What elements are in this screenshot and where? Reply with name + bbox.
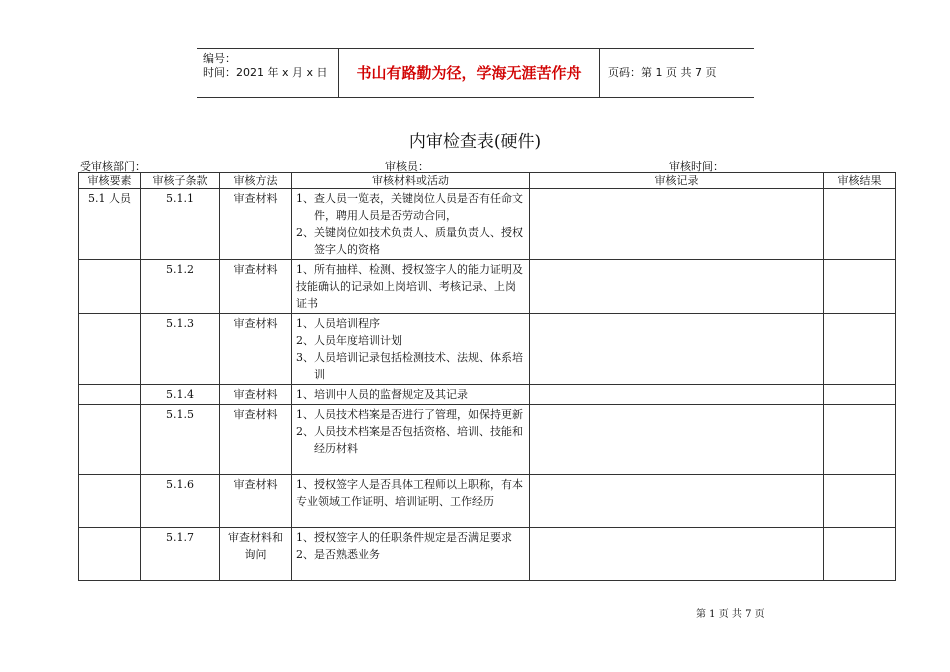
document-title: 内审检查表(硬件) xyxy=(408,132,542,152)
item-text: 1、授权签字人是否具体工程师以上职称，有本专业领域工作证明、培训证明、工作经历 xyxy=(296,478,523,508)
activity-item xyxy=(296,224,525,258)
element-cell: 5.1 人员 xyxy=(79,189,141,260)
item-text: 人员技术档案是否包括资格、培训、技能和经历材料 xyxy=(314,425,523,455)
result-cell xyxy=(824,260,896,314)
item-text: 1、所有抽样、检测、授权签字人的能力证明及技能确认的记录如上岗培训、考核记录、上岗证书 xyxy=(296,263,523,310)
clause-cell: 5.1.4 xyxy=(141,385,220,405)
col-header: 审核方法 xyxy=(220,173,292,189)
table-row xyxy=(79,405,896,475)
record-cell xyxy=(530,475,824,528)
item-text: 人员技术档案是否进行了管理，如保持更新 xyxy=(314,408,523,421)
page-label: 页码：第 1 页 共 7 页 xyxy=(608,66,717,79)
col-header: 审核子条款 xyxy=(141,173,220,189)
clause-cell: 5.1.1 xyxy=(141,189,220,260)
item-number: 3、 xyxy=(296,351,314,364)
result-cell xyxy=(824,528,896,581)
method-cell: 审查材料 xyxy=(220,260,292,314)
result-cell xyxy=(824,385,896,405)
activity-cell xyxy=(292,314,530,385)
result-cell xyxy=(824,475,896,528)
activity-item xyxy=(296,261,525,312)
activity-item xyxy=(296,476,525,510)
clause-cell: 5.1.7 xyxy=(141,528,220,581)
activity-item xyxy=(296,546,525,563)
element-cell xyxy=(79,528,141,581)
result-cell xyxy=(824,189,896,260)
result-cell xyxy=(824,405,896,475)
activity-item xyxy=(296,190,525,224)
clause-cell: 5.1.2 xyxy=(141,260,220,314)
activity-cell xyxy=(292,528,530,581)
activity-item xyxy=(296,529,525,546)
header-left xyxy=(197,49,338,97)
activity-cell xyxy=(292,475,530,528)
checklist-table xyxy=(78,172,896,581)
table-row xyxy=(79,475,896,528)
item-number: 1、 xyxy=(296,192,314,205)
activity-cell xyxy=(292,385,530,405)
clause-cell: 5.1.5 xyxy=(141,405,220,475)
item-number: 2、 xyxy=(296,425,314,438)
table-row xyxy=(79,189,896,260)
item-number: 1、 xyxy=(296,317,314,330)
item-text: 人员培训程序 xyxy=(314,317,380,330)
auditor-label: 审核员： xyxy=(385,160,429,173)
record-cell xyxy=(530,385,824,405)
record-cell xyxy=(530,314,824,385)
col-header: 审核结果 xyxy=(824,173,896,189)
code-label: 编号： xyxy=(203,52,236,65)
page-header xyxy=(197,48,754,98)
element-cell xyxy=(79,405,141,475)
item-number: 1、 xyxy=(296,531,314,544)
record-cell xyxy=(530,260,824,314)
method-cell: 审查材料 xyxy=(220,405,292,475)
activity-cell xyxy=(292,405,530,475)
date-label: 时间：2021 年 x 月 x 日 xyxy=(203,66,328,79)
element-cell xyxy=(79,314,141,385)
item-number: 1、 xyxy=(296,408,314,421)
clause-cell: 5.1.6 xyxy=(141,475,220,528)
method-cell: 审查材料 xyxy=(220,475,292,528)
clause-cell: 5.1.3 xyxy=(141,314,220,385)
activity-item xyxy=(296,315,525,332)
item-number: 2、 xyxy=(296,548,314,561)
activity-item xyxy=(296,423,525,457)
item-text: 查人员一览表，关键岗位人员是否有任命文件，聘用人员是否劳动合同， xyxy=(314,192,523,222)
method-cell: 审查材料 xyxy=(220,385,292,405)
col-header: 审核材料或活动 xyxy=(292,173,530,189)
activity-item xyxy=(296,332,525,349)
item-number: 2、 xyxy=(296,334,314,347)
element-cell xyxy=(79,385,141,405)
dept-label: 受审核部门： xyxy=(80,160,146,173)
time-label: 审核时间： xyxy=(669,160,724,173)
record-cell xyxy=(530,528,824,581)
item-text: 人员年度培训计划 xyxy=(314,334,402,347)
activity-cell xyxy=(292,189,530,260)
activity-item xyxy=(296,349,525,383)
table-header-row xyxy=(79,173,896,189)
activity-item xyxy=(296,386,525,403)
element-cell xyxy=(79,260,141,314)
motto: 书山有路勤为径，学海无涯苦作舟 xyxy=(338,49,600,97)
item-number: 2、 xyxy=(296,226,314,239)
page-footer: 第 1 页 共 7 页 xyxy=(696,609,765,620)
item-text: 授权签字人的任职条件规定是否满足要求 xyxy=(314,531,512,544)
table-row xyxy=(79,260,896,314)
item-text: 1、培训中人员的监督规定及其记录 xyxy=(296,388,468,401)
activity-cell xyxy=(292,260,530,314)
col-header: 审核要素 xyxy=(79,173,141,189)
item-text: 是否熟悉业务 xyxy=(314,548,380,561)
result-cell xyxy=(824,314,896,385)
col-header: 审核记录 xyxy=(530,173,824,189)
table-row xyxy=(79,528,896,581)
element-cell xyxy=(79,475,141,528)
item-text: 人员培训记录包括检测技术、法规、体系培训 xyxy=(314,351,523,381)
record-cell xyxy=(530,405,824,475)
method-cell: 审查材料和询问 xyxy=(220,528,292,581)
item-text: 关键岗位如技术负责人、质量负责人、授权签字人的资格 xyxy=(314,226,523,256)
table-row xyxy=(79,314,896,385)
table-row xyxy=(79,385,896,405)
method-cell: 审查材料 xyxy=(220,314,292,385)
record-cell xyxy=(530,189,824,260)
method-cell: 审查材料 xyxy=(220,189,292,260)
activity-item xyxy=(296,406,525,423)
